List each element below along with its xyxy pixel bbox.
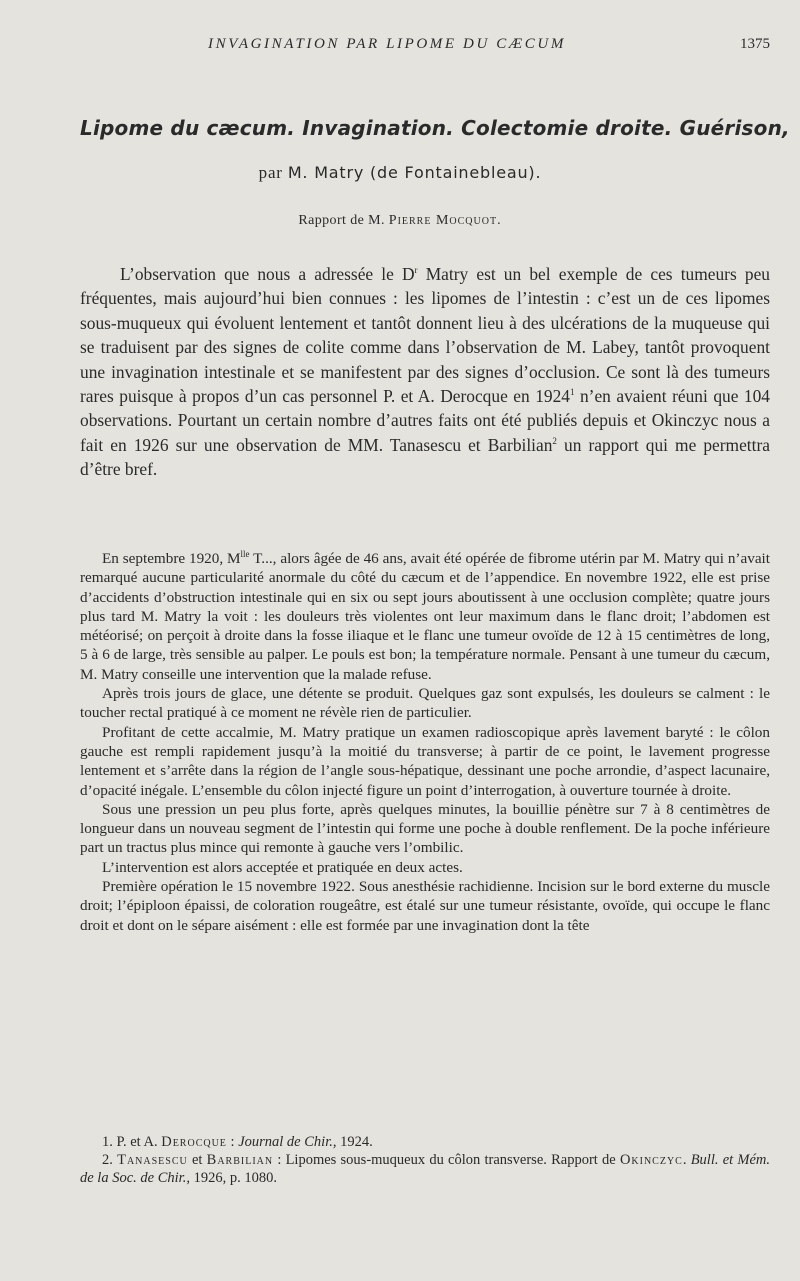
footnote-ref-2: 2 (552, 436, 557, 447)
case-paragraph-5: L’intervention est alors acceptée et pratiquée en deux actes. (102, 858, 463, 876)
intro-section (80, 262, 770, 482)
footnote-ref-1: 1 (569, 387, 575, 398)
byline-author: M. Matry (de Fontainebleau). (287, 163, 542, 182)
case-text-1b: T..., alors âgée de 46 ans, avait été opérée de fibrome utérin par M. Matry qui n’avait remarqué aucune particularité anormale du côté du cæcum et de l’appendice. En novembre 1922, elle est prise d’accidents d’obstruction intestinale qui en six ou sept jours aboutissent à une occlusion complète; quatre jours plus tard M. Matry la voit : les douleurs très violentes ont leur maximum dans le flanc droit; l’abdomen est météorisé; on perçoit à droite dans la fosse iliaque et le flanc une tumeur ovoïde de 12 à 15 centimètres de long, 5 à 6 de large, très sensible au palper. Le pouls est bon; la température normale. Pensant à une tumeur du cæcum, M. Matry conseille une intervention que la malade refuse. (80, 550, 770, 683)
footnote-2-author-1: Tanasescu (117, 1152, 188, 1168)
footnote-2-text: : Lipomes sous-muqueux du côlon transverse. Rapport de (273, 1152, 620, 1168)
report-author: Pierre Mocquot. (388, 213, 502, 228)
footnote-2 (80, 1151, 770, 1187)
intro-paragraph (80, 262, 770, 482)
case-paragraph-6: Première opération le 15 novembre 1922. Sous anesthésie rachidienne. Incision sur le bord externe du muscle droit; l’épiploon épaissi, de coloration rougeâtre, est étalé sur une tumeur résistante, ovoïde, qui occupe le flanc droit et dont on le sépare aisément : elle est formée par une invagination dont la tête (80, 878, 770, 934)
footnote-2-dot: . (682, 1152, 691, 1168)
byline (0, 163, 800, 183)
intro-text-3: n’en avaient réuni que 104 observations. Pourtant un certain nombre d’autres faits ont été publiés depuis et Okinczyc nous a fait en 1926 sur une observation de MM. Tanasescu et Barbilian (80, 386, 771, 455)
mademoiselle-sup: lle (240, 548, 250, 559)
report-line (0, 213, 800, 229)
intro-text-4: un rapport qui me permettra d’être bref. (80, 434, 770, 480)
page-header (78, 36, 770, 58)
footnote-1-journal: Journal de Chir. (238, 1134, 333, 1150)
case-paragraph-3: Profitant de cette accalmie, M. Matry pratique un examen radioscopique après lavement baryté : le côlon gauche est rempli rapidement jusqu’à la moitié du transverse; à partir de ce point, le lavement progresse lentement et s’arrête dans la région de l’angle sous-hépatique, dessinant une poche arrondie, d’aspect lacunaire, d’opacité inégale. L’ensemble du côlon injecté figure un point d’interrogation, à ouverture tournée à droite. (80, 723, 770, 799)
footnote-2-rest: , 1926, p. 1080. (186, 1170, 277, 1186)
case-paragraph-2: Après trois jours de glace, une détente se produit. Quelques gaz sont expulsés, les douleurs se calment : le toucher rectal pratiqué à ce moment ne révèle rien de particulier. (80, 685, 770, 722)
intro-text-2: Matry est un bel exemple de ces tumeurs peu fréquentes, mais aujourd’hui bien connues : les lipomes de l’intestin : c’est un de ces lipomes sous-muqueux qui évoluent lentement et tantôt donnent lieu à des ulcérations de la muqueuse qui se traduisent par des signes de colite comme dans l’observation de M. Labey, tantôt provoquent une invagination intestinale et se manifestent par des signes d’occlusion. Ce sont là des tumeurs rares puisque à propos d’un cas personnel P. et A. Derocque en 1924 (80, 264, 771, 407)
case-report-section (80, 549, 770, 935)
byline-prefix: par (258, 163, 283, 182)
running-title: INVAGINATION PAR LIPOME DU CÆCUM (208, 36, 566, 52)
page-number: 1375 (740, 36, 770, 52)
footnote-2-number: 2. (102, 1152, 113, 1168)
footnote-1-sep: : (226, 1134, 239, 1150)
footnote-1 (80, 1133, 770, 1151)
footnote-2-and: et (187, 1152, 207, 1168)
intro-text-1: L’observation que nous a adressée le D (120, 264, 415, 284)
footnote-2-journal: Bull. et Mém. de la Soc. de Chir. (80, 1152, 771, 1186)
case-paragraph-4: Sous une pression un peu plus forte, après quelques minutes, la bouillie pénètre sur 7 à 8 centimètres de longueur dans un nouveau segment de l’intestin qui forme une poche à double renflement. De la poche inférieure part un tractus plus mince qui remonte à gauche vers l’ombilic. (80, 800, 770, 857)
report-prefix: Rapport de M. (298, 213, 385, 228)
case-text-1a: En septembre 1920, M (102, 550, 241, 567)
footnote-2-author-2: Barbilian (206, 1152, 274, 1168)
article-title: Lipome du cæcum. Invagination. Colectomie droite. Guérison, (80, 116, 790, 140)
case-paragraph-1 (80, 549, 770, 684)
doctor-abbrev-sup: r (414, 265, 418, 276)
footnote-1-number: 1. P. et A. (102, 1134, 158, 1150)
footnote-2-author-3: Okinczyc (619, 1152, 683, 1168)
footnote-1-author: Derocque (161, 1134, 227, 1150)
footnote-1-rest: , 1924. (332, 1134, 373, 1150)
footnotes (80, 1133, 770, 1187)
